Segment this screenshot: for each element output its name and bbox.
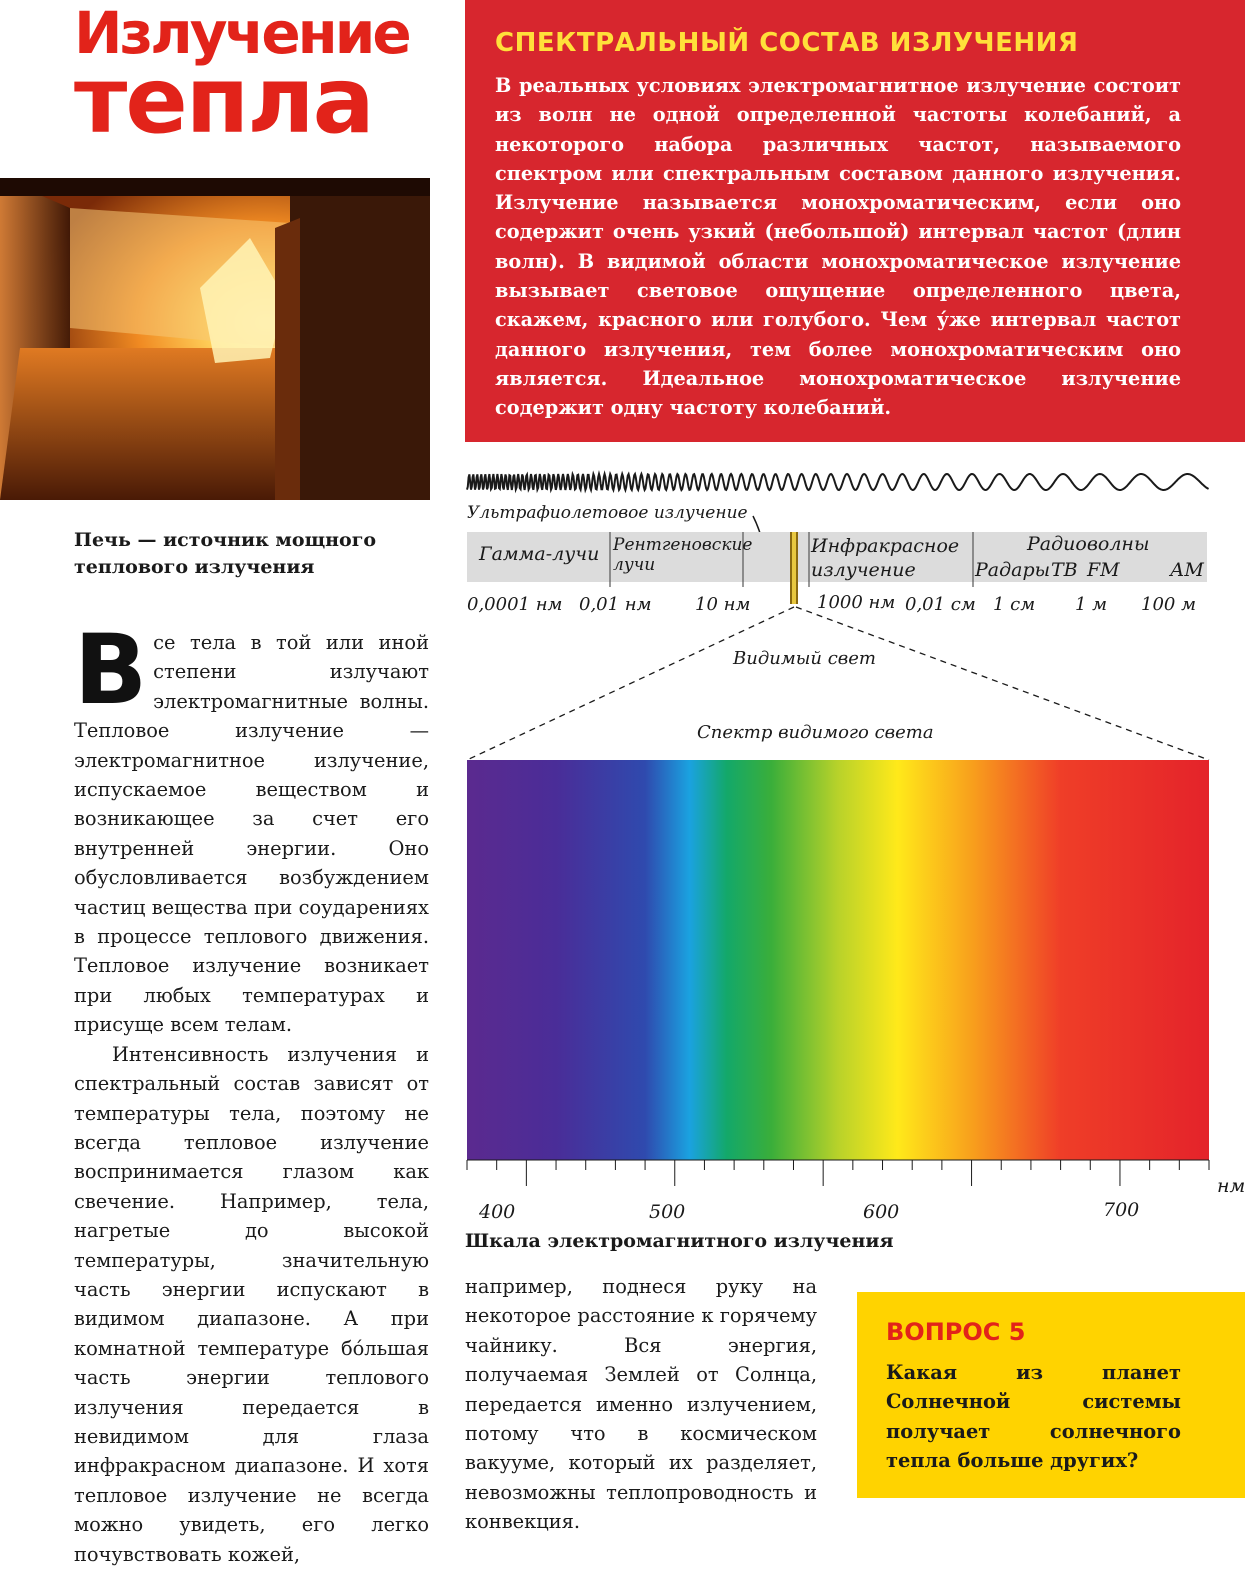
photo-caption: Печь — источник мощного теплового излучения: [74, 529, 377, 578]
band-radio: Радиоволны: [1027, 533, 1150, 555]
middle-paragraph: например, поднеся руку на некоторое расстояние к горячему чайнику. Вся энергия, получаемая Землей от Солнца, передается именно излучением, потому что в космическом вакууме, который их разделяет, невозможны теплопроводность и конвекция.: [465, 1275, 817, 1534]
spectrum-label: Спектр видимого света: [697, 722, 934, 743]
question-title: ВОПРОС 5: [886, 1318, 1026, 1346]
nm-label-600: 600: [863, 1201, 900, 1223]
tick-4: 1000 нм: [817, 592, 896, 613]
left-article-text: [74, 614, 429, 1569]
band-ir-1: Инфракрасное: [811, 535, 960, 557]
band-xray-1: Рентгеновские: [613, 535, 753, 555]
band-xray-2: лучи: [613, 555, 656, 575]
title-line-1: Излучение: [74, 0, 409, 67]
visible-light-label: Видимый свет: [733, 648, 876, 669]
band-tv: ТВ: [1051, 559, 1078, 581]
nm-tick-group: [467, 1160, 1209, 1186]
em-spectrum-diagram: [465, 462, 1245, 1262]
band-am: АМ: [1170, 559, 1204, 581]
tick-2: 0,01 нм: [579, 594, 652, 615]
tick-8: 100 м: [1141, 594, 1197, 615]
nm-label-400: 400: [479, 1201, 516, 1223]
tick-7: 1 м: [1075, 594, 1108, 615]
band-ir-2: излучение: [811, 559, 916, 581]
left-paragraph-1: се тела в той или иной степени излучают электромагнитные волны. Тепловое излучение — электромагнитное излучение, испускаемое веществом и возникающее за счет его внутренней энергии. Оно обусловливается возбуждением частиц вещества при соударениях в процессе теплового движения. Тепловое излучение возникает при любых температурах и присуще всем телам.: [74, 631, 429, 1037]
scale-caption: Шкала электромагнитного излучения: [465, 1230, 894, 1252]
tick-3: 10 нм: [695, 594, 751, 615]
middle-article-text: [465, 1272, 817, 1537]
visible-spectrum: [467, 760, 1209, 1160]
tick-6: 1 см: [993, 594, 1036, 615]
visible-band-marker-inner: [792, 532, 796, 604]
title-line-2: тепла: [74, 47, 373, 155]
furnace-photo: [0, 178, 430, 500]
band-fm: FM: [1087, 559, 1120, 581]
spectral-box-title: СПЕКТРАЛЬНЫЙ СОСТАВ ИЗЛУЧЕНИЯ: [495, 28, 1079, 58]
uv-label: Ультрафиолетовое излучение: [467, 503, 748, 523]
spectral-box-text: В реальных условиях электромагнитное излучение состоит из волн не одной определенной частоты колебаний, а некоторого набора различных частот, называемого спектром или спектральным составом данного излучения. Излучение называется монохроматическим, если оно содержит очень узкий (небольшой) интервал частот (длин волн). В видимой области монохроматическое излучение вызывает световое ощущение определенного цвета, скажем, красного или голубого. Чем у́же интервал частот данного излучения, тем более монохроматическим оно является. Идеальное монохроматическое излучение содержит одну частоту колебаний.: [495, 74, 1181, 420]
nm-label-500: 500: [649, 1201, 686, 1223]
nm-label-700: 700: [1103, 1199, 1140, 1221]
nm-unit: нм: [1217, 1175, 1245, 1197]
band-gamma: Гамма-лучи: [479, 543, 600, 565]
band-radar: Радары: [975, 559, 1051, 581]
page-title: [74, 0, 444, 155]
left-paragraph-2: Интенсивность излучения и спектральный состав зависят от температуры тела, поэтому не всегда тепловое излучение воспринимается глазом как свечение. Например, тела, нагретые до высокой температуры, значительную часть энергии испускают в видимом диапазоне. А при комнатной температуре бо́льшая часть энергии теплового излучения передается в невидимом для глаза инфракрасном диапазоне. И хотя тепловое излучение не всегда можно увидеть, его легко почувствовать кожей,: [74, 1042, 429, 1566]
tick-1: 0,0001 нм: [467, 594, 563, 615]
question-text: Какая из планет Солнечной системы получает солнечного тепла больше других?: [886, 1361, 1181, 1473]
tick-5: 0,01 см: [905, 594, 976, 615]
wave-line: [467, 474, 1209, 490]
drop-cap: В: [74, 614, 148, 726]
